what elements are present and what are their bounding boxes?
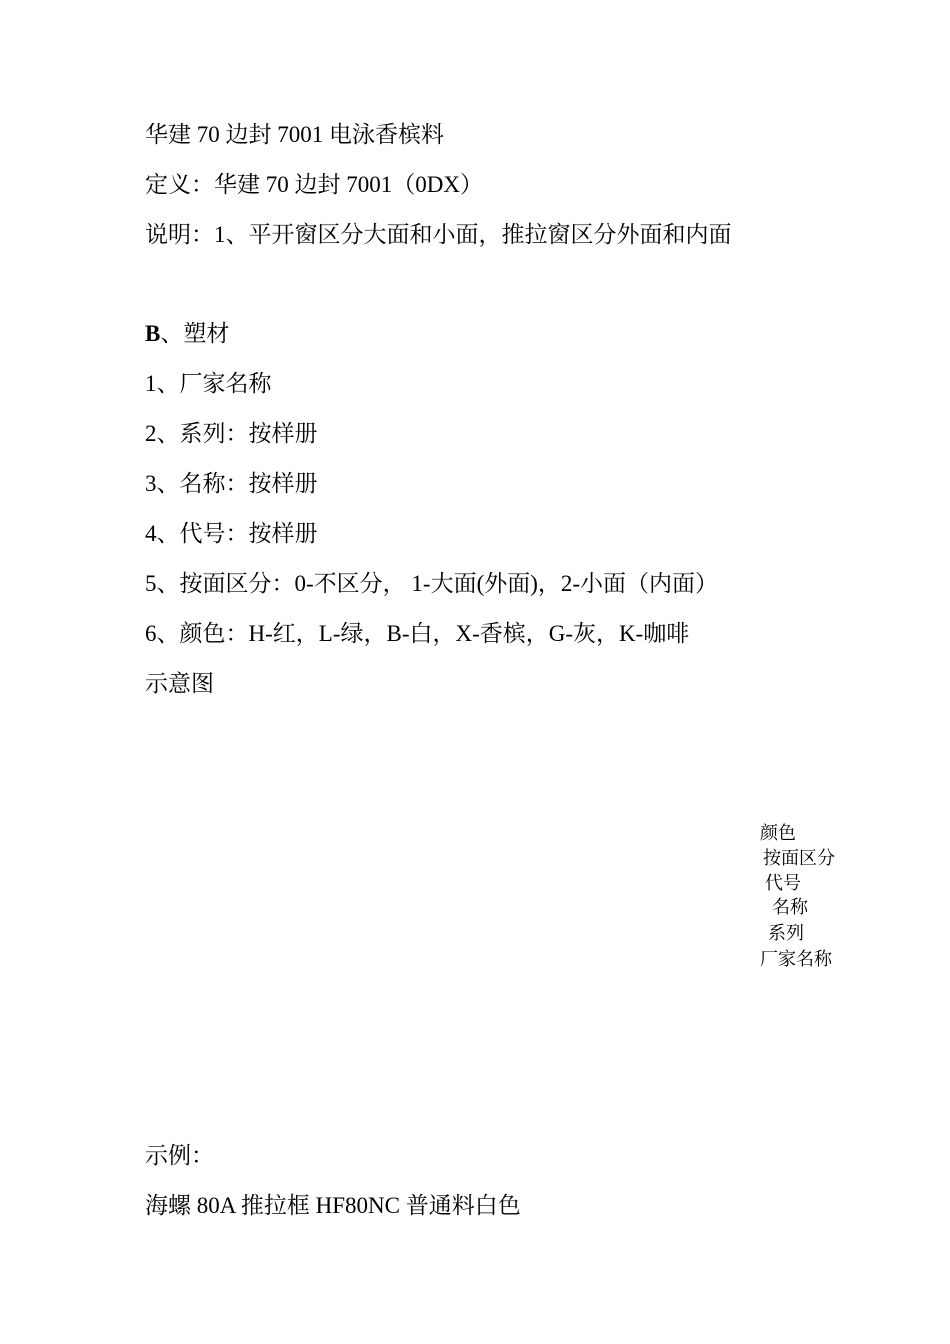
- list-item-color: 6、颜色：H-红，L-绿，B-白，X-香槟，G-灰，K-咖啡: [145, 621, 690, 646]
- list-item-face: 5、按面区分：0-不区分， 1-大面(外面)，2-小面（内面）: [145, 571, 719, 596]
- section-b-title: 、塑材: [160, 321, 230, 346]
- diagram-labels: [755, 823, 875, 983]
- list-item-series: 2、系列：按样册: [145, 421, 318, 446]
- definition-line: 定义：华建 70 边封 7001（0DX）: [145, 172, 483, 197]
- section-b-heading: [145, 320, 229, 348]
- list-item-maker: 1、厂家名称: [145, 371, 272, 396]
- section-b-letter: B: [145, 321, 161, 346]
- diagram-label-face: 按面区分: [763, 848, 835, 869]
- diagram-title: 示意图: [145, 671, 214, 696]
- diagram-label-maker: 厂家名称: [760, 949, 832, 970]
- heading-product: 华建 70 边封 7001 电泳香槟料: [145, 122, 444, 147]
- diagram-label-code: 代号: [765, 873, 801, 894]
- list-item-code: 4、代号：按样册: [145, 521, 318, 546]
- diagram-label-name: 名称: [772, 897, 808, 918]
- example-label: 示例：: [145, 1143, 214, 1168]
- example-value: 海螺 80A 推拉框 HF80NC 普通料白色: [145, 1193, 521, 1218]
- diagram-label-color: 颜色: [760, 823, 796, 844]
- diagram-label-series: 系列: [768, 923, 804, 944]
- explanation-line: 说明：1、平开窗区分大面和小面，推拉窗区分外面和内面: [145, 222, 732, 247]
- list-item-name: 3、名称：按样册: [145, 471, 318, 496]
